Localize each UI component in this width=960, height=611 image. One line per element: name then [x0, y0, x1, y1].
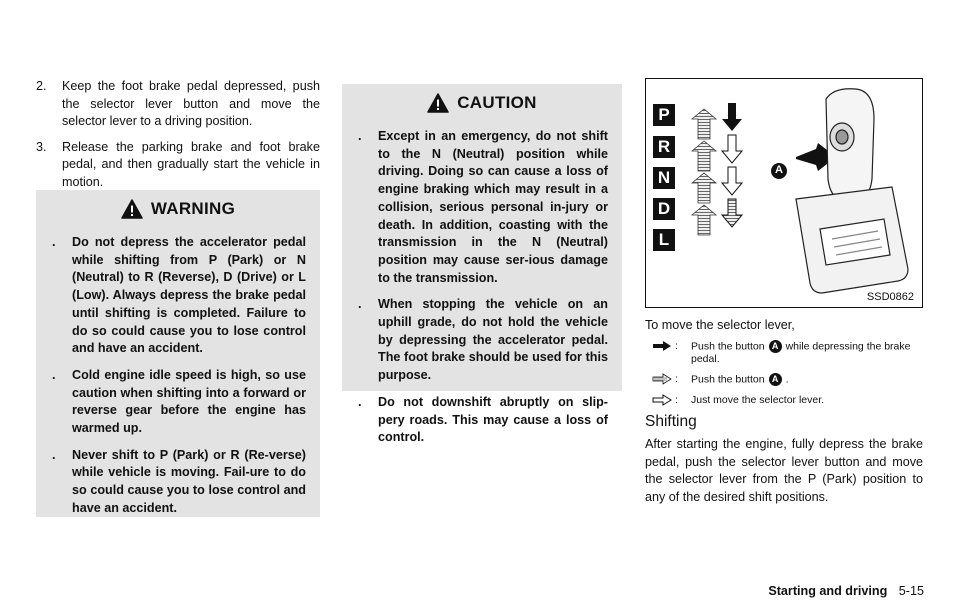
hatched-arrow-icon [649, 373, 675, 385]
selector-lever-illustration [796, 89, 908, 293]
caution-header [342, 84, 622, 122]
caution-item-text: When stopping the vehicle on an uphill grade, do not hold the vehicle by depressing the accelerator pedal. The foot brake should be used for this purpose. [378, 297, 608, 383]
caution-title: CAUTION [457, 93, 537, 112]
warning-box [36, 190, 320, 517]
step-3 [36, 139, 320, 192]
caution-triangle-icon [427, 93, 449, 113]
gear-label-r: R [653, 136, 675, 158]
outline-down-arrows [722, 103, 742, 227]
legend-colon: : [675, 393, 678, 406]
legend-text-pre: Push the button [691, 373, 765, 386]
legend-intro: To move the selector lever, [645, 318, 795, 332]
hatched-up-arrows [692, 109, 716, 235]
bullet: . [52, 235, 56, 249]
button-a-badge: A [769, 340, 782, 353]
warning-item-text: Never shift to P (Park) or R (Re-verse) while vehicle is moving. Fail-ure to do so could cause you to lose control and have an accident. [72, 447, 306, 515]
caution-item-text: Except in an emergency, do not shift to the N (Neutral) position while driving. Doing so can cause a loss of engine braking which may result in a collision, serious personal in-jury or death. In addition, coasting with the transmission in the N (Neutral) position may cause ser-ious damage to the transmission. [378, 129, 608, 285]
legend-text [691, 340, 919, 366]
step-2 [36, 78, 320, 131]
bullet: . [358, 394, 362, 409]
callout-a-label: A [775, 164, 783, 176]
outline-arrow-icon [649, 394, 675, 406]
caution-item [358, 394, 608, 447]
bullet: . [52, 367, 56, 382]
legend-colon: : [675, 340, 678, 352]
caution-box [342, 84, 622, 445]
warning-item [52, 367, 306, 438]
solid-arrow-icon [649, 340, 675, 352]
gear-label-d: D [653, 198, 675, 220]
footer-section: Starting and driving [768, 584, 888, 598]
gear-label-l: L [653, 229, 675, 251]
legend-text [691, 373, 919, 386]
caution-item [358, 296, 608, 385]
button-a-badge: A [769, 373, 782, 386]
warning-item [52, 447, 306, 518]
caution-item-text: Do not downshift abruptly on slip-pery roads. This may cause a loss of control. [378, 394, 608, 445]
warning-header [36, 190, 320, 228]
legend-row-hatched [649, 373, 919, 386]
legend-row-outline [649, 394, 919, 407]
legend-text-pre: Push the button [691, 340, 765, 353]
warning-triangle-icon [121, 199, 143, 219]
caution-list [342, 128, 622, 447]
legend-text: Just move the selector lever. [691, 393, 825, 406]
arrow-legend [649, 340, 919, 414]
warning-item-text: Do not depress the accelerator pedal while shifting from P (Park) or N (Neutral) to R (Reverse), D (Drive) or L (Low). Always depress the brake pedal until shifting is completed. Failure to do so could cause you to lose control and have an accident. [72, 235, 306, 356]
section-heading: Shifting [645, 413, 697, 430]
legend-text-post: while depressing the brake pedal. [691, 340, 911, 366]
gear-label-p: P [653, 104, 675, 126]
step-number: 2. [36, 79, 47, 93]
step-number: 3. [36, 139, 47, 154]
page-footer [768, 584, 924, 598]
shift-pattern-figure [645, 78, 923, 308]
figure-code: SSD0862 [866, 291, 914, 303]
legend-text-post: . [785, 373, 789, 386]
shifting-paragraph: After starting the engine, fully depress the brake pedal, push the selector lever button and move the selector lever from the P (Park) position to any of the desired shift positions. [645, 437, 923, 505]
bullet: . [358, 297, 362, 312]
warning-list [36, 234, 320, 518]
page-number: 5-15 [898, 584, 924, 598]
step-text: Release the parking brake and foot brake pedal, and then gradually start the vehicle in motion. [62, 139, 320, 189]
gear-label-n: N [653, 167, 675, 189]
legend-row-solid [649, 340, 919, 366]
bullet: . [358, 129, 362, 143]
warning-item [52, 234, 306, 358]
legend-colon: : [675, 373, 678, 386]
step-text: Keep the foot brake pedal depressed, push the selector lever button and move the selector lever to a driving position. [62, 79, 320, 129]
warning-item-text: Cold engine idle speed is high, so use caution when shifting into a forward or reverse gear before the engine has warmed up. [72, 367, 306, 436]
warning-title: WARNING [150, 199, 236, 218]
shift-arrows-diagram [646, 79, 922, 307]
bullet: . [52, 447, 56, 462]
caution-item [358, 128, 608, 287]
procedure-steps [36, 78, 320, 200]
